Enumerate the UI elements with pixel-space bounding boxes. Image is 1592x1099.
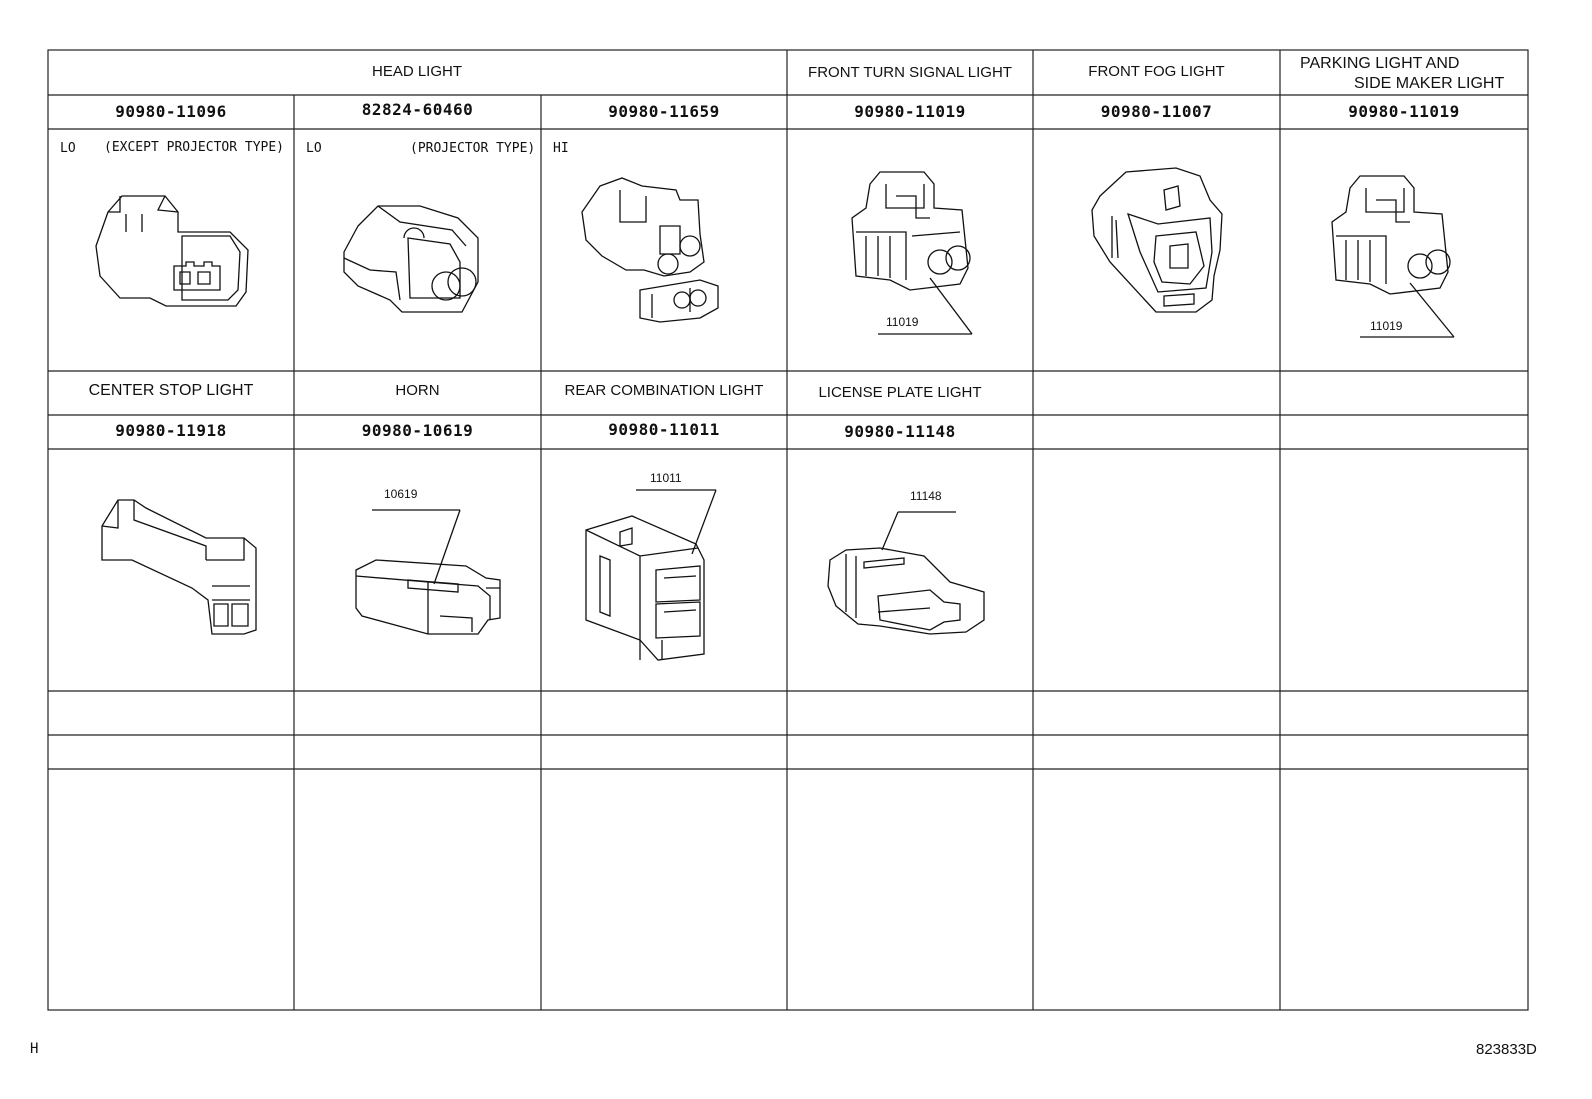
drawing-id: 823833D (1476, 1041, 1537, 1058)
part-number-90980-11019-turn: 90980-11019 (854, 102, 966, 121)
part-number-90980-11011: 90980-11011 (608, 420, 720, 439)
header-license-plate-light: LICENSE PLATE LIGHT (818, 384, 982, 401)
part-number-90980-11019-parking: 90980-11019 (1348, 102, 1460, 121)
part-number-90980-11659: 90980-11659 (608, 102, 720, 121)
connector-60460-drawing (344, 206, 478, 312)
part-number-90980-11148: 90980-11148 (844, 422, 956, 441)
header-head-light: HEAD LIGHT (371, 63, 462, 80)
header-center-stop-light: CENTER STOP LIGHT (88, 382, 254, 399)
callout-11019-parking: 11019 (1370, 319, 1403, 333)
part-number-90980-10619: 90980-10619 (361, 421, 474, 440)
footer-left-mark: H (30, 1041, 39, 1057)
callout-11148: 11148 (910, 489, 942, 503)
connector-10619-drawing (356, 510, 500, 634)
part-number-90980-11096: 90980-11096 (115, 102, 227, 121)
connector-11019-parking-drawing (1332, 176, 1454, 337)
callout-11011: 11011 (650, 471, 682, 485)
note-except-projector-type: (EXCEPT PROJECTOR TYPE) (104, 140, 285, 155)
part-number-90980-11918: 90980-11918 (115, 421, 227, 440)
part-number-90980-11007: 90980-11007 (1100, 102, 1213, 121)
header-horn: HORN (395, 382, 440, 399)
note-hi: HI (553, 141, 569, 156)
note-lo-2: LO (306, 141, 322, 156)
connector-11007-drawing (1092, 168, 1222, 312)
part-number-82824-60460: 82824-60460 (361, 100, 474, 119)
connector-11019-drawing (852, 172, 972, 334)
callout-10619: 10619 (384, 487, 418, 501)
header-front-fog-light: FRONT FOG LIGHT (1088, 63, 1225, 80)
callout-11019-turn: 11019 (886, 315, 919, 329)
connector-11659-drawing (582, 178, 718, 322)
note-lo-1: LO (60, 141, 76, 156)
connector-11148-drawing (828, 512, 984, 634)
header-parking-light-line1: PARKING LIGHT AND (1300, 55, 1460, 72)
header-front-turn-signal-light: FRONT TURN SIGNAL LIGHT (808, 64, 1012, 81)
table-frame (48, 50, 1528, 1010)
note-projector-type: (PROJECTOR TYPE) (410, 141, 536, 156)
header-rear-combination-light: REAR COMBINATION LIGHT (564, 382, 764, 399)
connector-11918-drawing (102, 500, 256, 634)
connector-11096-drawing (96, 196, 248, 306)
header-side-maker-light-line2: SIDE MAKER LIGHT (1354, 75, 1505, 92)
connector-11011-drawing (586, 490, 716, 660)
